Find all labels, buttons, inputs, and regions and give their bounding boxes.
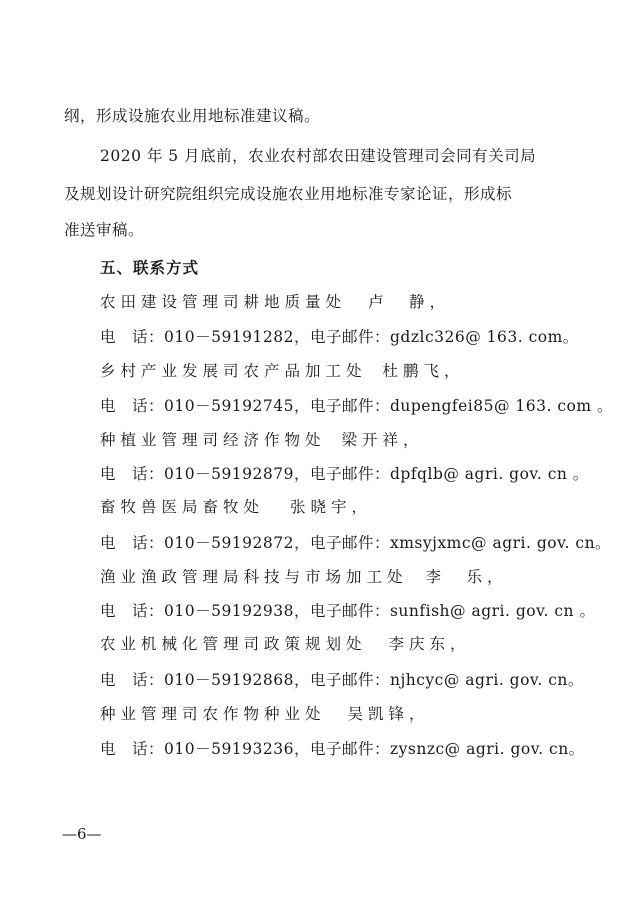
contact-org-line bbox=[100, 704, 430, 724]
contact-phone-line: 电 话：010－59192938，电子邮件：sunfish@ agri. gov. cn 。 bbox=[100, 602, 596, 620]
paragraph-text: 及规划设计研究院组织完成设施农业用地标准专家论证，形成标 bbox=[64, 185, 513, 203]
contact-phone-line: 电 话：010－59192868，电子邮件：njhcyc@ agri. gov. cn。 bbox=[100, 671, 584, 689]
contact-org-line bbox=[100, 497, 372, 517]
contact-person: 卢 静， bbox=[368, 293, 451, 311]
contact-person: 李 乐， bbox=[425, 568, 508, 586]
contact-person: 梁开祥， bbox=[341, 431, 424, 449]
contact-person: 杜鹏飞， bbox=[382, 362, 465, 380]
paragraph-text: 准送审稿。 bbox=[64, 221, 145, 239]
contact-org: 种业管理司农作物种业处 bbox=[100, 705, 326, 723]
contact-org: 渔业渔政管理局科技与市场加工处 bbox=[100, 568, 408, 586]
contact-org-line bbox=[100, 634, 471, 654]
contact-person: 张晓宇， bbox=[290, 498, 373, 516]
contact-org-line bbox=[100, 292, 450, 312]
page-number: —6— bbox=[62, 825, 102, 843]
contact-phone-line: 电 话：010－59193236，电子邮件：zysnzc@ agri. gov. cn。 bbox=[100, 740, 585, 758]
contact-org-line bbox=[100, 430, 424, 450]
section-heading: 五、联系方式 bbox=[100, 259, 200, 277]
contact-person: 李庆东， bbox=[388, 635, 471, 653]
contact-phone-line: 电 话：010－59192872，电子邮件：xmsyjxmc@ agri. gov. cn。 bbox=[100, 534, 612, 552]
contact-org: 种植业管理司经济作物处 bbox=[100, 431, 326, 449]
contact-phone-line: 电 话：010－59191282，电子邮件：gdzlc326@ 163. com。 bbox=[100, 328, 579, 346]
contact-org: 畜牧兽医局畜牧处 bbox=[100, 498, 265, 516]
contact-person: 吴凯锋， bbox=[347, 705, 430, 723]
contact-org: 农业机械化管理司政策规划处 bbox=[100, 635, 367, 653]
contact-org: 乡村产业发展司农产品加工处 bbox=[100, 362, 367, 380]
contact-phone-line: 电 话：010－59192879，电子邮件：dpfqlb@ agri. gov. cn 。 bbox=[100, 465, 589, 483]
contact-org-line bbox=[100, 361, 465, 381]
paragraph-text: 纲，形成设施农业用地标准建议稿。 bbox=[64, 107, 321, 125]
paragraph-text: 2020 年 5 月底前，农业农村部农田建设管理司会同有关司局 bbox=[100, 147, 537, 165]
contact-org-line bbox=[100, 567, 508, 587]
contact-org: 农田建设管理司耕地质量处 bbox=[100, 293, 347, 311]
contact-phone-line: 电 话：010－59192745，电子邮件：dupengfei85@ 163. com 。 bbox=[100, 397, 613, 415]
